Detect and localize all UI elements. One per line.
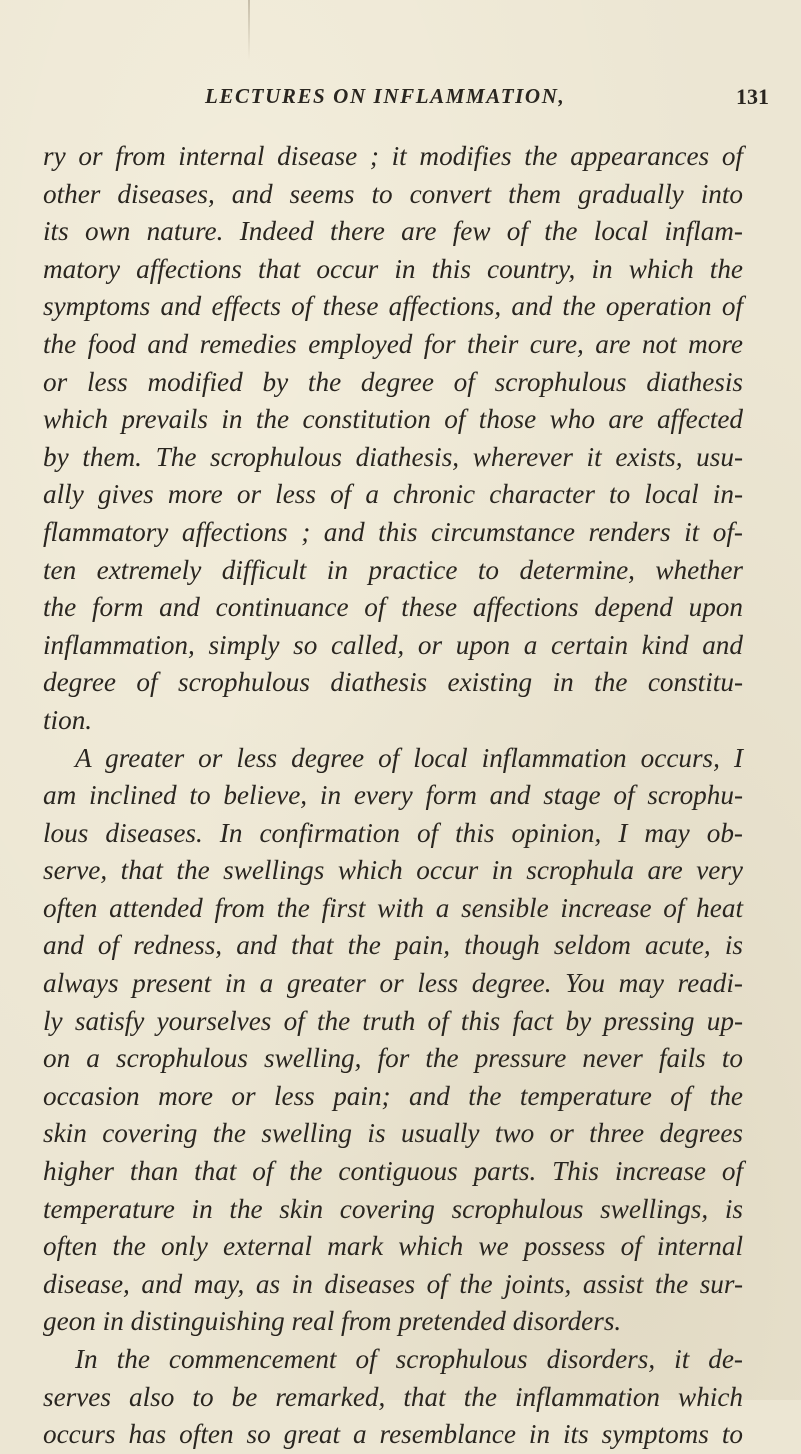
text-line: ry or from internal disease ; it modifies the appearances of <box>43 141 743 171</box>
text-line: which prevails in the constitution of those who are affected <box>43 404 743 435</box>
text-line: ally gives more or less of a chronic character to local in- <box>43 479 743 510</box>
body-text <box>43 138 743 1454</box>
text-line: symptoms and effects of these affections, and the operation of <box>43 291 743 322</box>
text-line: on a scrophulous swelling, for the pressure never fails to <box>43 1043 743 1074</box>
text-line: matory affections that occur in this country, in which the <box>43 253 743 284</box>
text-line: often attended from the first with a sensible increase of heat <box>43 892 743 923</box>
text-line: A greater or less degree of local inflammation occurs, I <box>75 742 743 773</box>
running-head: LECTURES ON INFLAMMATION, <box>205 84 566 108</box>
text-line: serve, that the swellings which occur in scrophula are very <box>43 855 743 886</box>
text-line: In the commencement of scrophulous disorders, it de- <box>75 1344 743 1374</box>
text-line: temperature in the skin covering scrophulous swellings, is <box>43 1193 743 1224</box>
text-line: serves also to be remarked, that the inflammation which <box>43 1381 743 1412</box>
text-line: the form and continuance of these affections depend upon <box>43 592 743 623</box>
text-line: disease, and may, as in diseases of the joints, assist the sur- <box>43 1268 743 1299</box>
text-line: its own nature. Indeed there are few of the local inflam- <box>43 216 743 247</box>
text-line: higher than that of the contiguous parts. This increase of <box>43 1156 743 1187</box>
page-number: 131 <box>736 84 769 109</box>
text-line: lous diseases. In confirmation of this opinion, I may ob- <box>43 817 743 848</box>
text-line: always present in a greater or less degree. You may readi- <box>43 968 743 999</box>
text-line: by them. The scrophulous diathesis, wherever it exists, usu- <box>43 441 743 472</box>
text-line: the food and remedies employed for their cure, are not more <box>43 328 743 359</box>
text-line: geon in distinguishing real from pretended disorders. <box>43 1306 622 1337</box>
text-line: or less modified by the degree of scrophulous diathesis <box>43 366 743 397</box>
text-line: tion. <box>43 704 93 735</box>
text-line: and of redness, and that the pain, though seldom acute, is <box>43 930 743 961</box>
text-line: occurs has often so great a resemblance in its symptoms to <box>43 1419 743 1450</box>
text-line: skin covering the swelling is usually two or three degrees <box>43 1118 743 1149</box>
text-line: ten extremely difficult in practice to determine, whether <box>43 554 743 585</box>
page-crease <box>248 0 250 60</box>
text-line: ly satisfy yourselves of the truth of this fact by pressing up- <box>43 1005 743 1036</box>
text-line: often the only external mark which we possess of internal <box>43 1231 743 1262</box>
text-line: inflammation, simply so called, or upon a certain kind and <box>43 629 743 660</box>
text-line: am inclined to believe, in every form and stage of scrophu- <box>43 780 743 811</box>
text-line: degree of scrophulous diathesis existing in the constitu- <box>43 667 743 698</box>
page-header <box>205 84 775 120</box>
text-line: occasion more or less pain; and the temperature of the <box>43 1080 743 1111</box>
text-line: flammatory affections ; and this circumstance renders it of- <box>43 516 743 547</box>
text-line: other diseases, and seems to convert them gradually into <box>43 178 743 209</box>
